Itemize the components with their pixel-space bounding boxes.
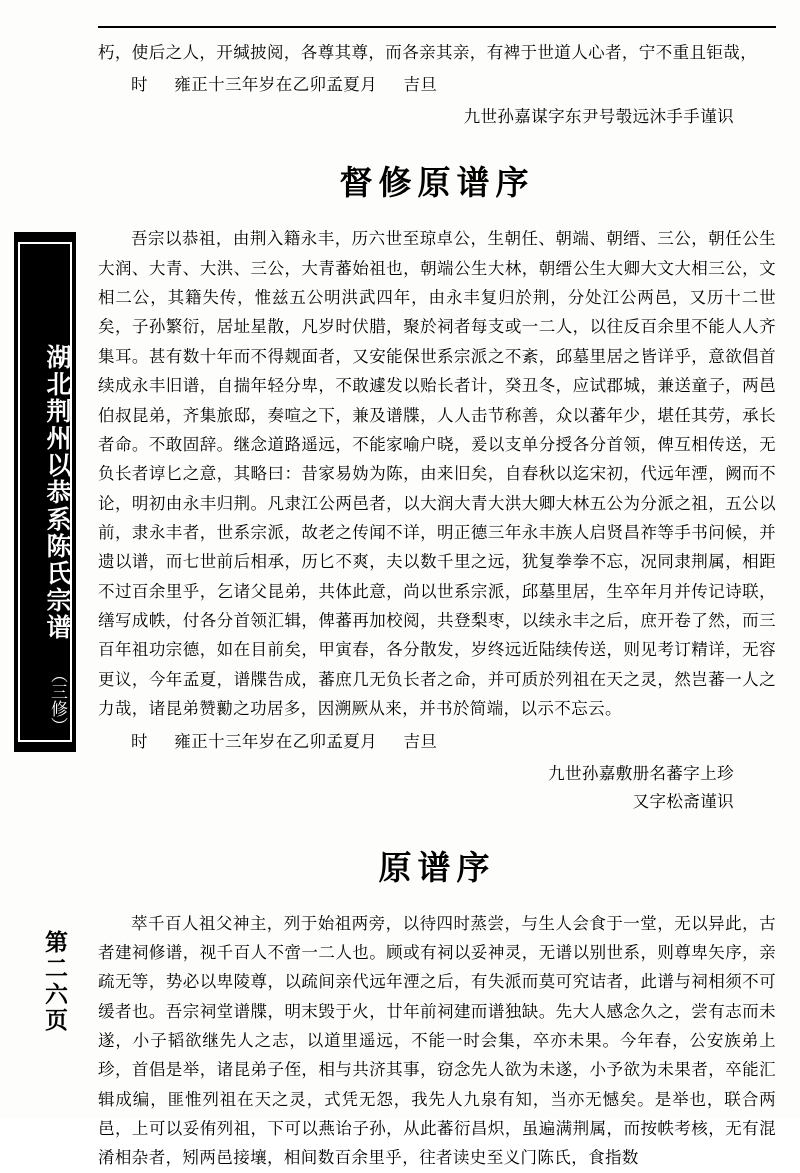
date-text-1: 雍正十三年岁在乙卯孟夏月 [174, 75, 378, 95]
section-dushu-yuanpu-xu [98, 157, 776, 815]
signature-block-2 [98, 760, 776, 816]
date-suffix-1: 吉旦 [403, 75, 438, 95]
date-prefix-1: 时 [131, 75, 148, 95]
date-line-2 [98, 728, 776, 752]
section-yuanpu-xu [98, 842, 776, 1173]
date-text-2: 雍正十三年岁在乙卯孟夏月 [174, 731, 378, 751]
section-heading-yuanpu: 原谱序 [378, 847, 496, 887]
section-body-yuanpu: 萃千百人祖父神主，列于始祖两旁，以待四时蒸尝，与生人会食于一堂，无以异此，古者建祠修谱，视千百人不啻一二人也。顾或有祠以妥神灵，无谱以别世系，则尊卑矢序，亲疏无等，势必以卑陵尊，以疏间亲代远年湮之后，有失派而莫可究诘者，此谱与祠相须不可缓者也。吾宗祠堂谱牒，明末毁于火，廿年前祠建而谱独缺。先大人感念久之，尝有志而未遂，小子韬欲继先人之志，以道里遥远，不能一时会集，卒亦未果。今年春，公安族弟上珍，首倡是举，诸昆弟子侄，相与共济其事，窃念先人欲为未遂，小予欲为未果者，卒能汇辑成编，匪惟列祖在天之灵，式凭无怨，我先人九泉有知，当亦无憾矣。是举也，联合两邑，上可以妥侑列祖，下可以燕诒子孙，从此蕃衍昌炽，虽遍满荆属，而按帙考核，无有混淆相杂者，矧两邑接壤，相间数百余里乎，往者读史至义门陈氏，食指数 [98, 913, 776, 1168]
signature-line: 又字松斋谨识 [632, 791, 734, 811]
signature-line: 九世孙嘉敷册名蕃字上珍 [548, 763, 734, 783]
book-spine [0, 0, 88, 1118]
section-continued-preface [98, 38, 776, 131]
spine-title: 湖北荆州以恭系陈氏宗谱 [43, 343, 72, 641]
spine-title-plaque [14, 232, 76, 752]
date-prefix-2: 时 [131, 731, 148, 751]
section-heading-dushu: 督修原谱序 [339, 163, 535, 203]
spine-plaque-border [18, 242, 72, 742]
signature-block-1 [98, 103, 776, 131]
page-number: 第二六页 [41, 930, 68, 1034]
signature-line: 九世孙嘉谋字东尹号彀远沐手手谨识 [463, 107, 734, 127]
text-column [92, 0, 792, 1168]
paragraph-continued: 朽，使后之人，开缄披阅，各尊其尊，而各亲其亲，有裨于世道人心者，宁不重且钜哉， [98, 43, 758, 62]
date-suffix-2: 吉旦 [403, 731, 438, 751]
top-divider-rule [98, 26, 776, 28]
section-body-dushu: 吾宗以恭祖，由荆入籍永丰，历六世至琼卓公，生朝任、朝端、朝缙、三公，朝任公生大润、大青、大洪、三公，大青蕃始祖也，朝端公生大林，朝缙公生大卿大文大相三公，文相二公，其籍失传，惟兹五公明洪武四年，由永丰复归於荆，分处江公两邑，又历十二世矣，子孙繁衍，居址星散，凡岁时伏腊，聚於祠者每支或一二人，以往反百余里不能人人齐集耳。甚有数十年而不得觌面者，又安能保世系宗派之不紊，邱墓里居之皆详乎，意欲倡首续成永丰旧谱，自揣年轻分卑，不敢遽发以贻长者计，癸丑冬，应试郡城，兼送童子，两邑伯叔昆弟，齐集旅邸，奏喧之下，兼及谱牒，人人击节称善，众以蕃年少，堪任其劳，承长者命。不敢固辞。继念道路遥远，不能家喻户晓，爰以支单分授各分首领，俾互相传送，无负长者谆匕之意，其略曰：昔家易妫为陈，由来旧矣，自春秋以迄宋初，代远年湮，阙而不论，明初由永丰归荆。凡隶江公两邑者，以大润大青大洪大卿大林五公为分派之祖，五公以前，隶永丰者，世系宗派，故老之传闻不详，明正德三年永丰族人启贤昌祚等手书问候，并遗以谱，而七世前后相承，历匕不爽，夫以数千里之远，犹复拳拳不忘，况同隶荆属，相距不过百余里乎，乞诸父昆弟，共体此意，尚以世系宗派，邱墓里居，生卒年月并传记诗联，缮写成帙，付各分首领汇辑，俾蕃再加校阅，共登梨枣，以续永丰之后，庶开卷了然，而三百年祖功宗德，如在目前矣，甲寅春，各分散发，岁终远近陆续传送，则见考订精详，无容更议，今年孟夏，谱牒告成，蕃庶几无负长者之命，并可质於列祖在天之灵，然岂蕃一人之力哉，诸昆弟赞勷之功居多，因溯厥从来，并书於简端，以示不忘云。 [98, 229, 776, 719]
spine-subtitle: （三修） [47, 666, 67, 734]
date-line-1 [98, 71, 776, 95]
